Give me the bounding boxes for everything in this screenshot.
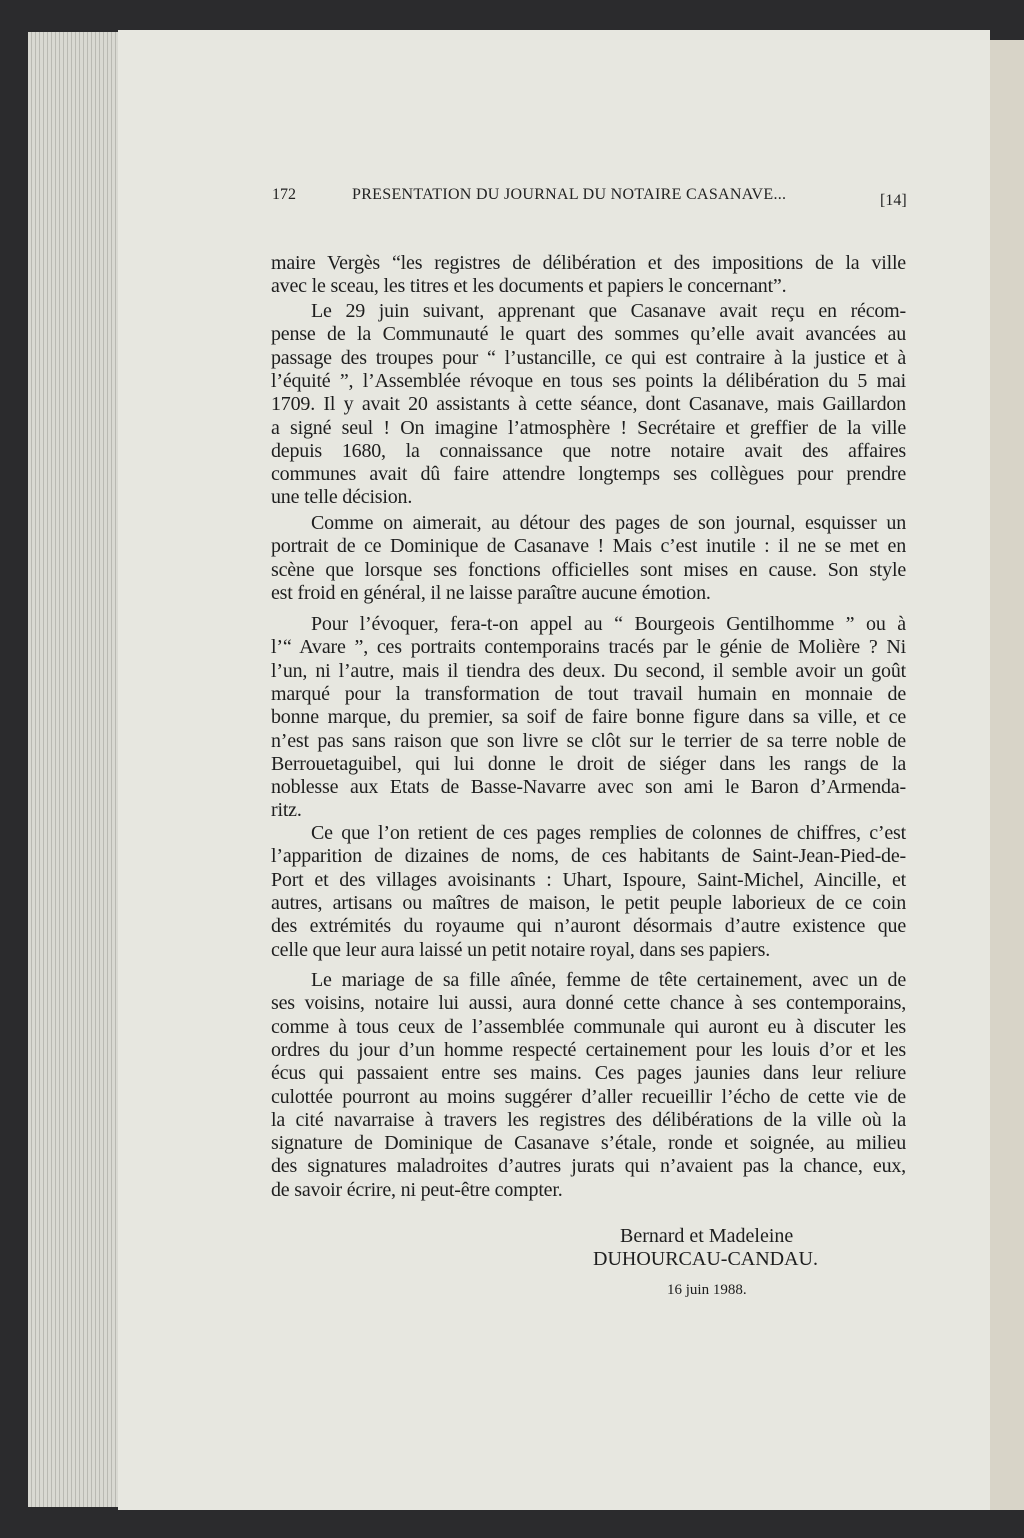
text-line: l’apparition de dizaines de noms, de ces habitants de Saint-Jean-Pied-de- xyxy=(271,845,906,868)
facing-page-edge xyxy=(990,40,1024,1510)
page-number: 172 xyxy=(272,186,296,203)
text-line: l’“ Avare ”, ces portraits contemporains tracés par le génie de Molière ? Ni xyxy=(271,636,906,659)
text-line: comme à tous ceux de l’assemblée communale qui auront eu à discuter les xyxy=(271,1015,906,1038)
text-line: Port et des villages avoisinants : Uhart, Ispoure, Saint-Michel, Aincille, et xyxy=(271,868,906,891)
text-line: écus qui passaient entre ses mains. Ces pages jaunies dans leur reliure xyxy=(271,1062,906,1085)
text-line: de savoir écrire, ni peut-être compter. xyxy=(271,1178,563,1201)
author-names: Bernard et Madeleine xyxy=(620,1225,794,1247)
author-surname: DUHOURCAU-CANDAU. xyxy=(593,1248,818,1270)
text-line: scène que lorsque ses fonctions officielles sont mises en cause. Son style xyxy=(271,558,906,581)
text-line: ordres du jour d’un homme respecté certainement pour les louis d’or et les xyxy=(271,1038,906,1061)
text-line: signature de Dominique de Casanave s’étale, ronde et soignée, au milieu xyxy=(271,1132,906,1155)
text-line: est froid en général, il ne laisse paraître aucune émotion. xyxy=(271,581,711,604)
text-line: ses voisins, notaire lui aussi, aura donné cette chance à ses contemporains, xyxy=(271,992,906,1015)
text-line: culottée pourront au moins suggérer d’aller recueillir l’écho de cette vie de xyxy=(271,1085,906,1108)
running-title: PRESENTATION DU JOURNAL DU NOTAIRE CASANAVE... xyxy=(352,186,787,203)
text-line: la cité navarraise à travers les registres des délibérations de la ville où la xyxy=(271,1108,906,1131)
text-line: passage des troupes pour “ l’ustancille, ce qui est contraire à la justice et à xyxy=(271,346,906,369)
text-line: Ce que l’on retient de ces pages remplies de colonnes de chiffres, c’est xyxy=(311,822,906,844)
signature-date: 16 juin 1988. xyxy=(667,1282,747,1298)
text-line: a signé seul ! On imagine l’atmosphère ! Secrétaire et greffier de la ville xyxy=(271,416,906,439)
text-line: des signatures maladroites d’autres jurats qui n’avaient pas la chance, eux, xyxy=(271,1155,906,1178)
text-line: celle que leur aura laissé un petit notaire royal, dans ses papiers. xyxy=(271,938,770,961)
text-line: l’un, ni l’autre, mais il tiendra des deux. Du second, il semble avoir un goût xyxy=(271,659,906,682)
text-line: une telle décision. xyxy=(271,486,413,509)
text-line: noblesse aux Etats de Basse-Navarre avec son ami le Baron d’Armenda- xyxy=(271,776,906,799)
text-line: maire Vergès “les registres de délibération et des impositions de la ville xyxy=(271,252,906,274)
text-line: pense de la Communauté le quart des sommes qu’elle avait avancées au xyxy=(271,323,906,346)
text-line: autres, artisans ou maîtres de maison, le petit peuple laborieux de ce coin xyxy=(271,891,906,914)
text-line: portrait de ce Dominique de Casanave ! Mais c’est inutile : il ne se met en xyxy=(271,535,906,558)
text-line: communes avait dû faire attendre longtemps ses collègues pour prendre xyxy=(271,463,906,486)
text-line: n’est pas sans raison que son livre se clôt sur le terrier de sa terre noble de xyxy=(271,729,906,752)
text-line: marqué pour la transformation de tout travail humain en monnaie de xyxy=(271,682,906,705)
text-line: 1709. Il y avait 20 assistants à cette séance, dont Casanave, mais Gaillardon xyxy=(271,393,906,416)
text-line: Le 29 juin suivant, apprenant que Casanave avait reçu en récom- xyxy=(311,300,906,322)
section-number: [14] xyxy=(880,192,907,209)
text-line: l’équité ”, l’Assemblée révoque en tous ses points la délibération du 5 mai xyxy=(271,369,906,392)
book-page-edges xyxy=(28,32,120,1507)
text-line: des extrémités du royaume qui n’auront désormais d’autre existence que xyxy=(271,915,906,938)
text-line: avec le sceau, les titres et les documents et papiers le concernant”. xyxy=(271,275,787,298)
text-line: ritz. xyxy=(271,799,302,822)
text-line: Le mariage de sa fille aînée, femme de tête certainement, avec un de xyxy=(311,969,906,991)
text-line: Berrouetaguibel, qui lui donne le droit de siéger dans les rangs de la xyxy=(271,752,906,775)
text-line: Pour l’évoquer, fera-t-on appel au “ Bourgeois Gentilhomme ” ou à xyxy=(311,613,906,635)
text-line: Comme on aimerait, au détour des pages de son journal, esquisser un xyxy=(311,512,906,534)
text-line: bonne marque, du premier, sa soif de faire bonne figure dans sa ville, et ce xyxy=(271,706,906,729)
text-line: depuis 1680, la connaissance que notre notaire avait des affaires xyxy=(271,439,906,462)
